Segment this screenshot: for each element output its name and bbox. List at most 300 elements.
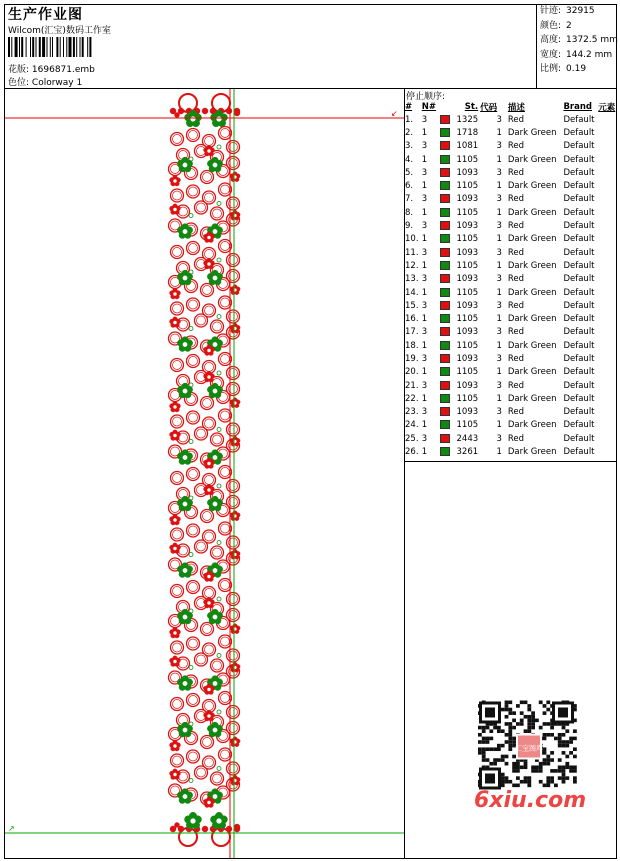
color-swatch: [440, 434, 450, 443]
row-brand: Default: [563, 393, 595, 404]
row-no: 13.: [405, 274, 419, 285]
row-needle: 3: [421, 141, 428, 152]
row-no: 3.: [405, 141, 414, 152]
row-stitches: 1105: [456, 314, 479, 325]
row-element: [598, 419, 620, 432]
stitch-motif: [221, 524, 230, 533]
row-element: [598, 432, 620, 445]
stat-label: 针迹:: [540, 6, 562, 16]
row-stitches: 1081: [456, 141, 479, 152]
row-brand: Default: [563, 420, 595, 431]
stitch-motif: [189, 131, 198, 140]
row-element: [598, 352, 620, 365]
row-swatch: [440, 445, 453, 458]
stitch-motif: [173, 292, 176, 295]
row-swatch: [440, 126, 453, 139]
stop-sequence-table: [405, 101, 620, 459]
row-element: [598, 339, 620, 352]
stitch-motif: [213, 615, 218, 620]
row-stitches: 1105: [456, 393, 479, 404]
stitch-motif: [189, 187, 198, 196]
row-brand: Default: [563, 127, 595, 138]
stitch-motif: [221, 355, 230, 364]
row-description: Red: [507, 433, 525, 444]
design-label: 花版:: [8, 65, 30, 75]
row-stitches: 1105: [456, 154, 479, 165]
row-needle: 1: [421, 367, 428, 378]
table-row: [405, 113, 620, 126]
color-swatch: [440, 221, 450, 230]
stitch-motif: [191, 117, 196, 122]
row-element: [598, 233, 620, 246]
row-needle: 3: [421, 274, 428, 285]
table-row: [405, 286, 620, 299]
row-no: 6.: [405, 181, 414, 192]
stitch-motif: [183, 794, 188, 799]
row-stitches: 1105: [456, 340, 479, 351]
table-row: [405, 246, 620, 259]
stitch-motif: [207, 575, 210, 578]
row-needle: 1: [421, 420, 428, 431]
colorway-label: 色位:: [8, 78, 30, 88]
row-description: Red: [507, 327, 525, 338]
row-stitches: 1093: [456, 167, 479, 178]
stitch-motif: [189, 696, 198, 705]
color-swatch: [440, 407, 450, 416]
row-stitches: 1105: [456, 287, 479, 298]
row-swatch: [440, 299, 453, 312]
stat-row: [540, 33, 618, 48]
row-no: 15.: [405, 300, 419, 311]
row-swatch: [440, 352, 453, 365]
stitch-motif: [217, 597, 221, 601]
stitch-motif: [189, 440, 193, 444]
table-row: [405, 299, 620, 312]
table-row: [405, 406, 620, 419]
design-value: 1696871.emb: [31, 65, 95, 75]
stitch-motif: [183, 681, 188, 686]
row-brand: Default: [563, 247, 595, 258]
stops-bottom-divider: [404, 461, 617, 462]
color-swatch: [440, 354, 450, 363]
row-no: 23.: [405, 407, 419, 418]
row-no: 12.: [405, 260, 419, 271]
stat-row: [540, 19, 618, 34]
row-swatch: [440, 339, 453, 352]
color-swatch: [440, 155, 450, 164]
stitch-motif: [191, 819, 196, 824]
table-row: [405, 179, 620, 192]
row-needle: 3: [421, 327, 428, 338]
table-row: [405, 259, 620, 272]
watermark-logo: 6xiu.com: [474, 788, 587, 813]
color-swatch: [440, 261, 450, 270]
row-description: Dark Green: [507, 127, 557, 138]
stitch-motif: [205, 702, 214, 711]
color-swatch: [440, 141, 450, 150]
stitch-motif: [173, 304, 182, 313]
stitch-motif: [217, 371, 221, 375]
stitch-motif: [207, 349, 210, 352]
row-code: 3: [496, 114, 502, 125]
stitch-motif: [173, 547, 176, 550]
color-swatch: [440, 181, 450, 190]
table-row: [405, 273, 620, 286]
stop-sequence-title: 停止顺序:: [406, 92, 446, 102]
row-no: 5.: [405, 167, 414, 178]
stitch-motif: [226, 108, 232, 114]
row-description: Red: [507, 274, 525, 285]
stitch-motif: [221, 411, 230, 420]
row-code: 1: [496, 154, 502, 165]
row-code: 1: [496, 260, 502, 271]
stitch-motif: [217, 202, 221, 206]
stitch-motif: [234, 110, 240, 116]
row-needle: 3: [421, 221, 428, 232]
stitch-motif: [183, 229, 188, 234]
table-row: [405, 339, 620, 352]
stitch-motif: [213, 209, 222, 218]
row-description: Red: [507, 247, 525, 258]
stitch-motif: [173, 744, 176, 747]
table-row: [405, 392, 620, 405]
row-code: 3: [496, 353, 502, 364]
stitch-motif: [207, 488, 210, 491]
table-row: [405, 153, 620, 166]
row-no: 25.: [405, 433, 419, 444]
row-element: [598, 299, 620, 312]
stitch-motif: [205, 532, 214, 541]
row-description: Dark Green: [507, 234, 557, 245]
table-row: [405, 379, 620, 392]
row-stitches: 1325: [456, 114, 479, 125]
row-code: 1: [496, 447, 502, 458]
col-header-swatch: [440, 101, 453, 113]
color-swatch: [440, 248, 450, 257]
row-element: [598, 406, 620, 419]
color-swatch: [440, 381, 450, 390]
row-no: 17.: [405, 327, 419, 338]
corner-mark-start: ↙: [391, 109, 398, 118]
row-code: 3: [496, 221, 502, 232]
row-brand: Default: [563, 314, 595, 325]
stitch-motif: [173, 417, 182, 426]
stitch-motif: [213, 229, 218, 234]
row-brand: Default: [563, 300, 595, 311]
stitch-motif: [173, 530, 182, 539]
stitch-motif: [189, 722, 193, 726]
table-header-row: [405, 101, 620, 113]
row-element: [598, 366, 620, 379]
row-needle: 3: [421, 433, 428, 444]
row-swatch: [440, 406, 453, 419]
color-swatch: [440, 274, 450, 283]
stats-left-divider: [536, 4, 537, 88]
color-swatch: [440, 288, 450, 297]
row-swatch: [440, 179, 453, 192]
stitch-motif: [213, 322, 222, 331]
stitch-motif: [213, 435, 222, 444]
row-needle: 1: [421, 260, 428, 271]
row-needle: 3: [421, 300, 428, 311]
row-swatch: [440, 166, 453, 179]
stat-label: 宽度:: [540, 49, 562, 60]
row-element: [598, 219, 620, 232]
stitch-motif: [217, 819, 222, 824]
col-header-description: 描述: [507, 103, 525, 113]
stitch-motif: [197, 542, 206, 551]
row-description: Dark Green: [507, 260, 557, 271]
row-stitches: 1093: [456, 274, 479, 285]
stitch-motif: [217, 145, 221, 149]
row-needle: 1: [421, 314, 428, 325]
stitch-motif: [221, 298, 230, 307]
row-no: 24.: [405, 420, 419, 431]
color-swatch: [440, 128, 450, 137]
row-swatch: [440, 366, 453, 379]
row-element: [598, 392, 620, 405]
row-code: 1: [496, 207, 502, 218]
row-brand: Default: [563, 154, 595, 165]
row-brand: Default: [563, 194, 595, 205]
row-swatch: [440, 312, 453, 325]
row-description: Dark Green: [507, 287, 557, 298]
row-stitches: 1093: [456, 221, 479, 232]
stitch-motif: [197, 655, 206, 664]
stitch-motif: [197, 316, 206, 325]
row-description: Red: [507, 221, 525, 232]
stat-row: [540, 4, 618, 19]
row-stitches: 1093: [456, 353, 479, 364]
row-description: Dark Green: [507, 181, 557, 192]
row-brand: Default: [563, 274, 595, 285]
stitch-motif: [221, 242, 230, 251]
stitch-motif: [173, 518, 176, 521]
row-brand: Default: [563, 167, 595, 178]
stitch-motif: [205, 363, 214, 372]
stitch-motif: [189, 666, 193, 670]
stat-value: 2: [566, 20, 572, 31]
color-swatch: [440, 194, 450, 203]
stitch-motif: [189, 470, 198, 479]
stitch-motif: [183, 568, 188, 573]
stat-label: 高度:: [540, 35, 562, 45]
stats-panel: [540, 4, 618, 77]
stitch-motif: [189, 413, 198, 422]
color-swatch: [440, 314, 450, 323]
color-swatch: [440, 394, 450, 403]
stitch-motif: [207, 375, 210, 378]
row-element: [598, 193, 620, 206]
table-row: [405, 445, 620, 458]
col-header-code: 代码: [480, 103, 498, 113]
stitch-motif: [197, 429, 206, 438]
table-row: [405, 432, 620, 445]
row-element: [598, 206, 620, 219]
stitch-motif: [189, 214, 193, 218]
stitch-motif: [173, 321, 176, 324]
color-swatch: [440, 447, 450, 456]
stitch-motif: [173, 756, 182, 765]
row-needle: 1: [421, 287, 428, 298]
stitch-motif: [213, 568, 218, 573]
stitch-motif: [217, 767, 221, 771]
stat-row: [540, 48, 618, 63]
stitch-motif: [173, 643, 182, 652]
stitch-motif: [205, 758, 214, 767]
stitch-motif: [173, 179, 176, 182]
row-description: Dark Green: [507, 340, 557, 351]
row-swatch: [440, 246, 453, 259]
row-no: 14.: [405, 287, 419, 298]
row-description: Red: [507, 380, 525, 391]
colorway-value: Colorway 1: [31, 78, 83, 88]
row-no: 11.: [405, 247, 419, 258]
row-swatch: [440, 286, 453, 299]
row-no: 1.: [405, 114, 414, 125]
stitch-motif: [221, 694, 230, 703]
qr-stamp-label: 汇宝图库: [515, 744, 543, 753]
stitch-motif: [205, 306, 214, 315]
stitch-motif: [213, 455, 218, 460]
table-row: [405, 206, 620, 219]
row-description: Dark Green: [507, 367, 557, 378]
table-row: [405, 326, 620, 339]
row-swatch: [440, 379, 453, 392]
design-line: [8, 62, 95, 75]
stitch-motif: [183, 728, 188, 733]
row-stitches: 1093: [456, 407, 479, 418]
stitch-motif: [175, 113, 180, 118]
row-description: Dark Green: [507, 154, 557, 165]
row-stitches: 1093: [456, 300, 479, 311]
stitch-motif: [189, 270, 193, 274]
row-description: Dark Green: [507, 393, 557, 404]
row-swatch: [440, 140, 453, 153]
stitch-motif: [189, 609, 193, 613]
row-swatch: [440, 219, 453, 232]
row-code: 1: [496, 181, 502, 192]
stitch-motif: [183, 615, 188, 620]
col-header-brand: Brand: [563, 102, 592, 112]
stitch-motif: [207, 149, 210, 152]
stitch-motif: [213, 681, 218, 686]
row-needle: 3: [421, 114, 428, 125]
stitch-motif: [207, 714, 210, 717]
row-swatch: [440, 326, 453, 339]
row-swatch: [440, 113, 453, 126]
stitch-motif: [189, 327, 193, 331]
stitch-motif: [213, 661, 222, 670]
stitch-motif: [205, 589, 214, 598]
stitch-motif: [217, 315, 221, 319]
row-element: [598, 179, 620, 192]
stitch-motif: [173, 405, 176, 408]
row-no: 20.: [405, 367, 419, 378]
stitch-motif: [173, 587, 182, 596]
row-needle: 1: [421, 447, 428, 458]
table-row: [405, 166, 620, 179]
table-row: [405, 233, 620, 246]
stitch-motif: [221, 750, 230, 759]
row-brand: Default: [563, 407, 595, 418]
stitch-motif: [189, 300, 198, 309]
stitch-motif: [173, 434, 176, 437]
stat-label: 颜色:: [540, 20, 562, 31]
row-needle: 3: [421, 407, 428, 418]
stitch-motif: [203, 738, 212, 747]
row-brand: Default: [563, 367, 595, 378]
row-brand: Default: [563, 340, 595, 351]
color-swatch: [440, 115, 450, 124]
stitch-motif: [202, 108, 208, 114]
stitch-motif: [205, 419, 214, 428]
row-code: 1: [496, 287, 502, 298]
row-brand: Default: [563, 260, 595, 271]
row-stitches: 1105: [456, 420, 479, 431]
row-needle: 1: [421, 340, 428, 351]
row-needle: 1: [421, 181, 428, 192]
stitch-motif: [183, 455, 188, 460]
row-description: Dark Green: [507, 420, 557, 431]
stitch-motif: [217, 428, 221, 432]
row-no: 21.: [405, 380, 419, 391]
row-description: Red: [507, 167, 525, 178]
stitch-motif: [221, 637, 230, 646]
color-swatch: [440, 367, 450, 376]
stitch-motif: [217, 484, 221, 488]
row-brand: Default: [563, 114, 595, 125]
row-stitches: 2443: [456, 433, 479, 444]
stitch-motif: [203, 173, 212, 182]
stitch-motif: [189, 526, 198, 535]
row-stitches: 1093: [456, 194, 479, 205]
row-stitches: 1105: [456, 260, 479, 271]
corner-mark-end: ↗: [8, 824, 15, 833]
stitch-motif: [173, 361, 182, 370]
stitch-motif: [183, 276, 188, 281]
stitch-motif: [213, 389, 218, 394]
stitch-motif: [226, 826, 232, 832]
stitch-motif: [183, 163, 188, 168]
row-brand: Default: [563, 141, 595, 152]
stitch-motif: [189, 583, 198, 592]
row-element: [598, 153, 620, 166]
stat-value: 32915: [566, 6, 595, 16]
stitch-motif: [217, 710, 221, 714]
stitch-motif: [213, 728, 218, 733]
row-brand: Default: [563, 380, 595, 391]
row-swatch: [440, 392, 453, 405]
col-header-n: N#: [421, 102, 437, 112]
row-element: [598, 166, 620, 179]
barcode: [8, 37, 118, 57]
page-title: 生产作业图: [8, 7, 83, 23]
row-swatch: [440, 193, 453, 206]
stitch-motif: [197, 203, 206, 212]
row-element: [598, 326, 620, 339]
table-row: [405, 193, 620, 206]
stitch-motif: [213, 502, 218, 507]
row-needle: 3: [421, 194, 428, 205]
table-row: [405, 312, 620, 325]
stitch-motif: [207, 236, 210, 239]
row-swatch: [440, 233, 453, 246]
row-description: Dark Green: [507, 314, 557, 325]
row-swatch: [440, 419, 453, 432]
row-description: Dark Green: [507, 447, 557, 458]
row-stitches: 1105: [456, 234, 479, 245]
